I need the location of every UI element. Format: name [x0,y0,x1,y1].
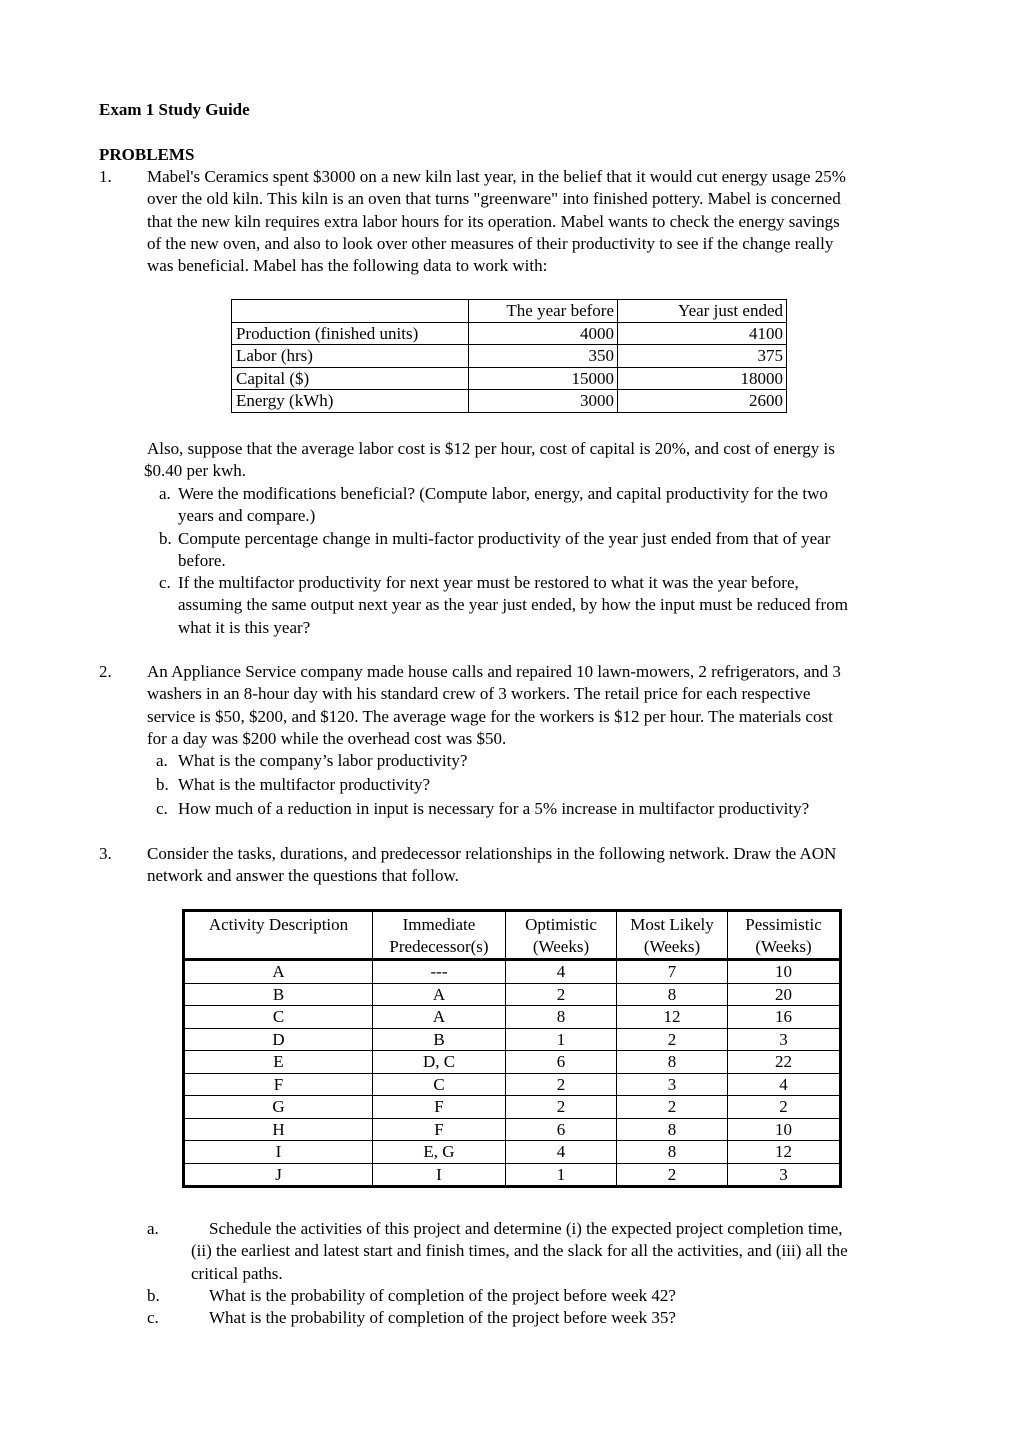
table-cell: B [184,983,373,1006]
table-header-cell: Year just ended [618,300,787,323]
table-cell: G [184,1096,373,1119]
header-line: Pessimistic [745,915,822,934]
text-line: Were the modifications beneficial? (Compute labor, energy, and capital productivity for the two [178,484,828,503]
table-cell: 8 [617,1051,728,1074]
problem-1-assumptions [144,438,927,483]
text-line: years and compare.) [178,506,316,526]
subquestion-letter: c. [156,799,168,818]
text-line: assuming the same output next year as the year just ended, by how the input must be reduced from [178,595,848,615]
table-row [232,345,787,368]
table-cell: 2 [617,1163,728,1187]
problem-3-text [147,843,927,888]
subquestion-letter: c. [159,573,171,592]
table-cell: C [373,1073,506,1096]
table-cell: D [184,1028,373,1051]
subquestion-letter: b. [147,1286,160,1305]
table-cell: 8 [617,1141,728,1164]
problem-number: 2. [99,662,112,681]
table-cell: 15000 [469,367,618,390]
table-row [232,322,787,345]
activity-table [182,909,842,1188]
problem-number: 3. [99,844,112,863]
table-cell: Capital ($) [232,367,469,390]
table-cell: B [373,1028,506,1051]
table-cell: Production (finished units) [232,322,469,345]
header-line: Predecessor(s) [389,937,489,956]
text-line: Mabel's Ceramics spent $3000 on a new kiln last year, in the belief that it would cut energy usage 25% [147,167,846,186]
table-cell: 10 [728,1118,841,1141]
table-cell: 8 [617,983,728,1006]
table-cell: 350 [469,345,618,368]
text-line: service is $50, $200, and $120. The average wage for the workers is $12 per hour. The materials cost [147,706,833,726]
table-cell: 8 [617,1118,728,1141]
subquestion-text [178,528,928,573]
table-cell: 2600 [618,390,787,413]
table-cell: E, G [373,1141,506,1164]
table-row [232,367,787,390]
text-line: was beneficial. Mabel has the following data to work with: [147,256,548,276]
table-cell: 3 [728,1163,841,1187]
table-cell: 20 [728,983,841,1006]
table-cell: J [184,1163,373,1187]
table-cell: F [373,1096,506,1119]
table-header-cell [232,300,469,323]
text-line: Consider the tasks, durations, and predecessor relationships in the following network. Draw the AON [147,844,837,863]
table-cell: 12 [728,1141,841,1164]
table-cell: F [184,1073,373,1096]
table-cell: 3 [728,1028,841,1051]
table-cell: --- [373,960,506,984]
text-line: that the new kiln requires extra labor hours for its operation. Mabel wants to check the energy savings [147,211,840,231]
table-row [184,1163,841,1187]
table-row [184,1006,841,1029]
table-row [184,1028,841,1051]
table-cell: 22 [728,1051,841,1074]
table-row [184,1118,841,1141]
text-line: washers in an 8-hour day with his standard crew of 3 workers. The retail price for each respective [147,684,811,704]
table-cell: 16 [728,1006,841,1029]
table-cell: F [373,1118,506,1141]
subquestion-letter: b. [159,529,172,548]
table-row [184,1096,841,1119]
table-cell: 1 [506,1028,617,1051]
text-line: Also, suppose that the average labor cost is $12 per hour, cost of capital is 20%, and cost of energy is [147,439,835,458]
table-header-cell [184,911,373,960]
productivity-data-table [231,299,787,413]
table-header-row [232,300,787,323]
table-cell: 2 [506,1073,617,1096]
table-cell: 6 [506,1118,617,1141]
text-line: $0.40 per kwh. [144,461,246,481]
text-line: what it is this year? [178,617,311,637]
table-cell: 18000 [618,367,787,390]
table-cell: Energy (kWh) [232,390,469,413]
table-cell: 4100 [618,322,787,345]
table-cell: 1 [506,1163,617,1187]
header-line: Activity Description [208,915,349,934]
table-cell: 375 [618,345,787,368]
table-row [184,983,841,1006]
table-header-cell [728,911,841,960]
table-cell: I [184,1141,373,1164]
header-line: (Weeks) [643,937,701,956]
subquestion-letter: a. [156,751,168,770]
subquestion-letter: b. [156,775,169,794]
text-line: for a day was $200 while the overhead cost was $50. [147,728,507,748]
table-cell: D, C [373,1051,506,1074]
table-header-cell [506,911,617,960]
table-cell: A [373,983,506,1006]
header-line: Most Likely [630,915,714,934]
table-cell: 12 [617,1006,728,1029]
table-row [184,960,841,984]
subquestion-text [191,1218,931,1285]
table-cell: H [184,1118,373,1141]
header-line: Immediate [402,915,476,934]
text-line: of the new oven, and also to look over other measures of their productivity to see if the change really [147,233,834,253]
table-cell: 2 [728,1096,841,1119]
document-title: Exam 1 Study Guide [99,100,250,119]
subquestion-text [178,483,928,528]
table-cell: 4 [506,960,617,984]
subquestion-letter: a. [147,1219,159,1238]
table-cell: 4 [728,1073,841,1096]
subquestion-letter: c. [147,1308,159,1327]
subquestion-text: What is the multifactor productivity? [178,775,431,794]
subquestion-text: What is the probability of completion of the project before week 42? [209,1286,676,1305]
table-cell: A [184,960,373,984]
table-row [184,1073,841,1096]
subquestion-text: How much of a reduction in input is necessary for a 5% increase in multifactor productivity? [178,799,810,818]
table-cell: E [184,1051,373,1074]
text-line: An Appliance Service company made house calls and repaired 10 lawn-mowers, 2 refrigerators, and 3 [147,662,841,681]
subquestion-text [178,572,938,639]
table-row [184,1141,841,1164]
table-cell: 8 [506,1006,617,1029]
subquestion-text: What is the company’s labor productivity? [178,751,468,770]
table-cell: 7 [617,960,728,984]
table-cell: 2 [617,1028,728,1051]
table-cell: 10 [728,960,841,984]
text-line: (ii) the earliest and latest start and finish times, and the slack for all the activities, and (iii) all the [191,1241,848,1261]
table-header-cell: The year before [469,300,618,323]
table-cell: 2 [506,983,617,1006]
table-header-row [184,911,841,960]
table-header-cell [617,911,728,960]
table-cell: C [184,1006,373,1029]
problem-number: 1. [99,167,112,186]
section-heading: PROBLEMS [99,145,195,164]
table-row [232,390,787,413]
table-cell: 2 [617,1096,728,1119]
problem-2-text [147,661,937,750]
text-line: If the multifactor productivity for next year must be restored to what it was the year before, [178,573,799,592]
table-cell: 3000 [469,390,618,413]
subquestion-letter: a. [159,484,171,503]
table-cell: Labor (hrs) [232,345,469,368]
text-line: before. [178,551,226,571]
table-cell: I [373,1163,506,1187]
text-line: network and answer the questions that follow. [147,866,459,886]
table-header-cell [373,911,506,960]
table-cell: A [373,1006,506,1029]
header-line: (Weeks) [532,937,590,956]
text-line: Compute percentage change in multi-factor productivity of the year just ended from that of year [178,529,831,548]
problem-1-text [147,166,927,277]
text-line: over the old kiln. This kiln is an oven that turns "greenware" into finished pottery. Mabel is concerned [147,189,841,209]
table-cell: 6 [506,1051,617,1074]
table-row [184,1051,841,1074]
table-cell: 2 [506,1096,617,1119]
table-cell: 3 [617,1073,728,1096]
table-cell: 4000 [469,322,618,345]
text-line: Schedule the activities of this project and determine (i) the expected project completion time, [209,1219,843,1238]
header-line: Optimistic [525,915,597,934]
subquestion-text: What is the probability of completion of the project before week 35? [209,1308,676,1327]
header-line: (Weeks) [755,937,812,956]
text-line: critical paths. [191,1263,283,1283]
table-cell: 4 [506,1141,617,1164]
